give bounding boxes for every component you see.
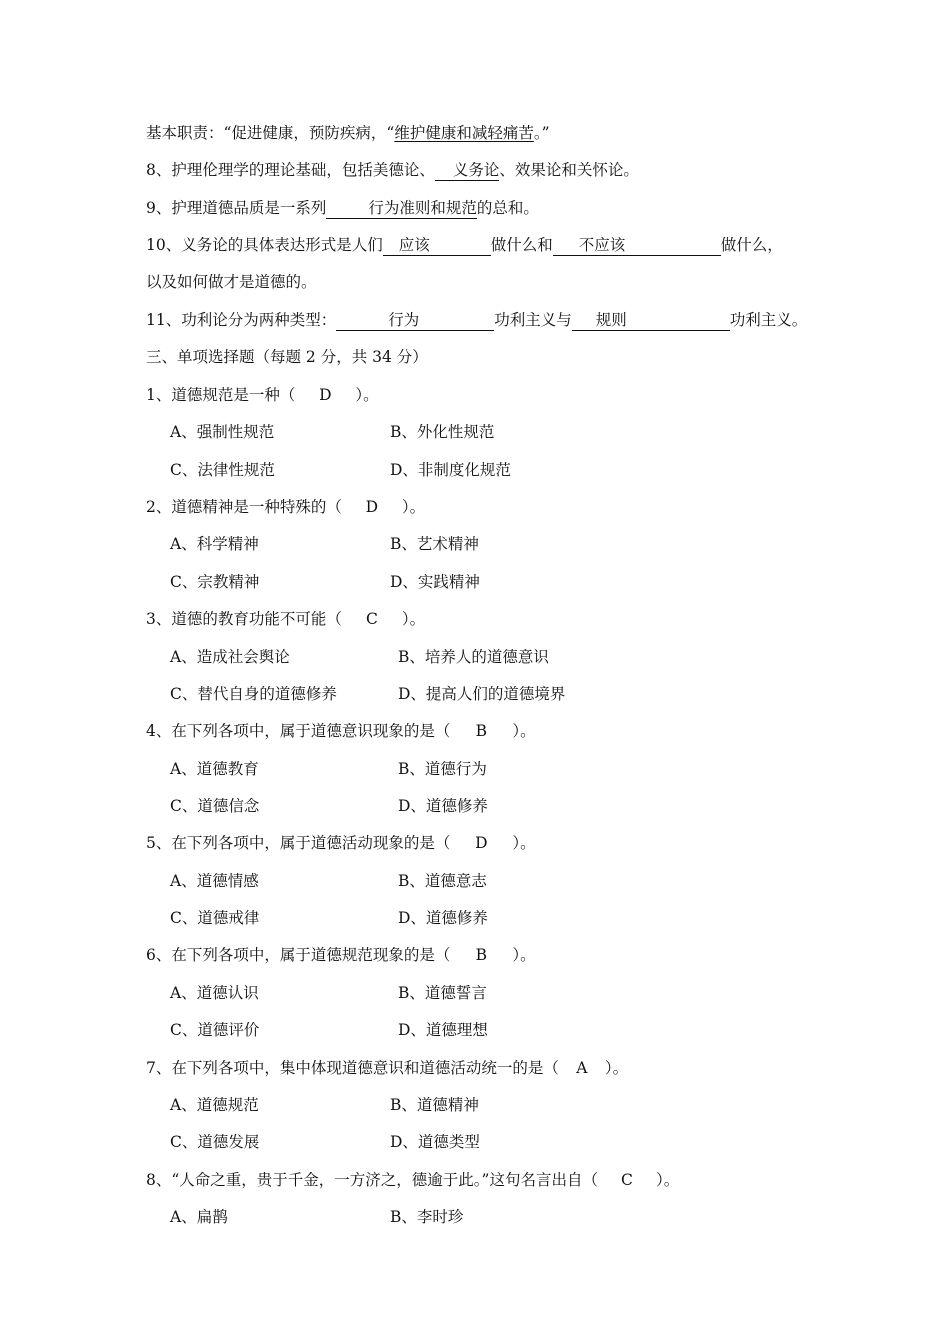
duty-text: 基本职责：“促进健康，预防疾病，“: [146, 124, 395, 142]
option-d: D、道德理想: [398, 1021, 488, 1039]
question-answer: B: [475, 722, 488, 740]
q11-end: 功利主义。: [729, 311, 808, 329]
option-a: A、强制性规范: [170, 423, 275, 441]
option-c: C、道德发展: [170, 1133, 260, 1151]
question-close: ）。: [401, 498, 426, 516]
question-stem: 4、在下列各项中，属于道德意识现象的是（: [146, 722, 451, 740]
fill-q10: [146, 234, 783, 256]
question-answer: D: [365, 498, 379, 516]
option-a: A、造成社会舆论: [170, 648, 290, 666]
option-d: D、道德类型: [390, 1133, 480, 1151]
q10-mid: 做什么和: [490, 236, 553, 254]
question-stem: 7、在下列各项中，集中体现道德意识和道德活动统一的是（: [146, 1059, 559, 1077]
question-stem: 6、在下列各项中，属于道德规范现象的是（: [146, 946, 451, 964]
duty-end: 。”: [533, 124, 550, 142]
option-b: B、道德行为: [398, 760, 487, 778]
q10-answer-1: 应该: [398, 236, 430, 254]
option-a: A、科学精神: [170, 535, 259, 553]
fill-q8: [146, 159, 639, 181]
question-answer: C: [365, 610, 378, 628]
question-close: ）。: [512, 722, 536, 740]
question-close: ）。: [604, 1059, 629, 1077]
option-c: C、宗教精神: [170, 573, 260, 591]
duty-line: [146, 122, 550, 144]
q11-text: 11、功利论分为两种类型：: [146, 311, 337, 329]
question-answer: A: [576, 1059, 588, 1077]
option-c: C、道德信念: [170, 797, 260, 815]
question-answer: D: [475, 834, 488, 852]
option-c: C、道德戒律: [170, 909, 260, 927]
option-b: B、道德意志: [398, 872, 487, 890]
q11-mid: 功利主义与: [494, 311, 572, 329]
fill-q9: [146, 197, 539, 219]
mc-question-4: [146, 720, 536, 742]
question-answer: C: [621, 1171, 633, 1189]
q9-text: 9、护理道德品质是一系列: [146, 199, 327, 217]
mc-question-2: [146, 496, 425, 518]
q9-answer: 行为准则和规范: [368, 199, 477, 217]
option-d: D、非制度化规范: [390, 461, 511, 479]
question-stem: 1、道德规范是一种（: [146, 386, 296, 404]
question-close: ）。: [655, 1171, 680, 1189]
question-answer: B: [475, 946, 488, 964]
fill-q11: [146, 309, 807, 331]
option-b: B、艺术精神: [390, 535, 479, 553]
option-b: B、道德精神: [390, 1096, 479, 1114]
option-a: A、扁鹊: [170, 1208, 228, 1226]
option-d: D、道德修养: [398, 797, 488, 815]
question-close: ）。: [512, 946, 536, 964]
option-c: C、替代自身的道德修养: [170, 685, 337, 703]
mc-question-3: [146, 608, 425, 630]
q8-answer: 义务论: [452, 161, 500, 179]
mc-question-1: [146, 384, 379, 406]
option-c: C、道德评价: [170, 1021, 260, 1039]
q9-end: 的总和。: [476, 199, 539, 217]
option-b: B、道德誓言: [398, 984, 487, 1002]
option-d: D、提高人们的道德境界: [398, 685, 566, 703]
option-b: B、外化性规范: [390, 423, 495, 441]
option-c: C、法律性规范: [170, 461, 275, 479]
option-b: B、李时珍: [390, 1208, 464, 1226]
question-stem: 8、“人命之重，贵于千金，一方济之，德逾于此。”这句名言出自（: [146, 1171, 598, 1189]
question-stem: 3、道德的教育功能不可能（: [146, 610, 342, 628]
question-stem: 2、道德精神是一种特殊的（: [146, 498, 342, 516]
question-answer: D: [319, 386, 332, 404]
question-close: ）。: [512, 834, 536, 852]
option-a: A、道德情感: [170, 872, 259, 890]
q8-end: 、效果论和关怀论。: [499, 161, 639, 179]
q10-answer-2: 不应该: [578, 236, 626, 254]
fill-q10-line2: [146, 271, 317, 293]
mc-question-7: [146, 1057, 628, 1079]
option-d: D、实践精神: [390, 573, 480, 591]
mc-question-5: [146, 832, 536, 854]
option-b: B、培养人的道德意识: [398, 648, 549, 666]
mc-question-6: [146, 944, 536, 966]
question-close: ）。: [401, 610, 426, 628]
section-heading: 三、单项选择题（每题 2 分，共 34 分）: [146, 348, 428, 366]
q10-text: 10、义务论的具体表达形式是人们: [146, 236, 383, 254]
q11-answer-2: 规则: [595, 311, 627, 329]
q10-continuation: 以及如何做才是道德的。: [146, 273, 317, 291]
option-d: D、道德修养: [398, 909, 488, 927]
mc-question-8: [146, 1169, 679, 1191]
question-stem: 5、在下列各项中，属于道德活动现象的是（: [146, 834, 451, 852]
option-a: A、道德认识: [170, 984, 259, 1002]
q8-text: 8、护理伦理学的理论基础，包括美德论、: [146, 161, 435, 179]
option-a: A、道德教育: [170, 760, 259, 778]
duty-underlined: 维护健康和减轻痛苦: [394, 124, 534, 142]
question-close: ）。: [355, 386, 379, 404]
option-a: A、道德规范: [170, 1096, 259, 1114]
q10-end: 做什么，: [720, 236, 783, 254]
q11-answer-1: 行为: [388, 311, 420, 329]
